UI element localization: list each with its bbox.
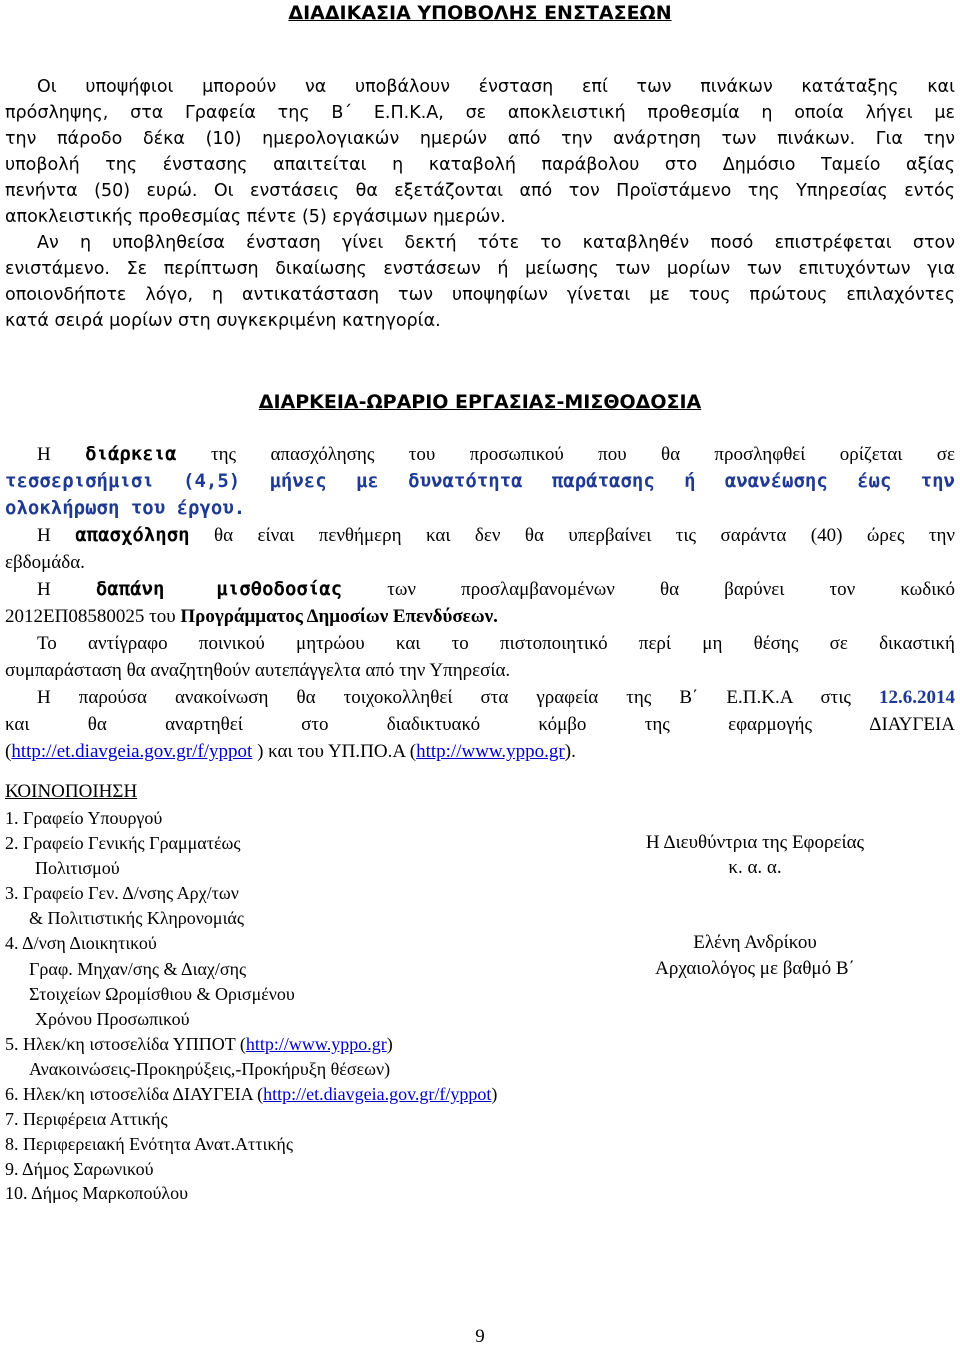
text-line: Η απασχόληση θα είναι πενθήμερη και δεν θα υπερβαίνει τις σαράντα (40) ώρες την xyxy=(37,524,955,546)
text-line: πενήντα (50) ευρώ. Οι ενστάσεις θα εξετάζονται από τον Προϊστάμενο της Υπηρεσίας εντός xyxy=(5,181,955,201)
text-line: Αν η υποβληθείσα ένσταση γίνει δεκτή τότε το καταβληθέν ποσό επιστρέφεται στον xyxy=(37,233,955,253)
distribution-item: Στοιχείων Ωρομίσθιου & Ορισμένου xyxy=(29,984,295,1004)
text-line: υποβολή της ένστασης απαιτείται η καταβολή παράβολου στο Δημόσιο Ταμείο αξίας xyxy=(5,155,955,175)
section-title-duration: ΔΙΑΡΚΕΙΑ-ΩΡΑΡΙΟ ΕΡΓΑΣΙΑΣ-ΜΙΣΘΟΔΟΣΙΑ xyxy=(258,391,702,413)
text-line: συμπαράσταση θα αναζητηθούν αυτεπάγγελτα από την Υπηρεσία. xyxy=(5,660,511,681)
distribution-item: 8. Περιφερειακή Ενότητα Ανατ.Αττικής xyxy=(5,1134,293,1154)
distribution-item: 7. Περιφέρεια Αττικής xyxy=(5,1109,168,1129)
distribution-item: Χρόνου Προσωπικού xyxy=(35,1009,190,1029)
text-line: Η παρούσα ανακοίνωση θα τοιχοκολληθεί στα γραφεία της Β΄ Ε.Π.Κ.Α στις 12.6.2014 xyxy=(37,687,955,708)
signature-role: Η Διευθύντρια της Εφορείας xyxy=(645,832,865,853)
distribution-item: & Πολιτιστικής Κληρονομιάς xyxy=(29,908,244,928)
signature-name: Ελένη Ανδρίκου xyxy=(693,932,817,953)
duration-paragraphs xyxy=(5,441,955,765)
signature-title: Αρχαιολόγος με βαθμό Β΄ xyxy=(655,958,855,979)
section-title-objections: ΔΙΑΔΙΚΑΣΙΑ ΥΠΟΒΟΛΗΣ ΕΝΣΤΑΣΕΩΝ xyxy=(288,2,672,24)
text-line: Το αντίγραφο ποινικού μητρώου και το πιστοποιητικό περί μη θέσης σε δικαστική xyxy=(37,633,955,654)
distribution-item: 4. Δ/νση Διοικητικού xyxy=(5,933,157,953)
distribution-item: 2. Γραφείο Γενικής Γραμματέως xyxy=(5,833,241,853)
publication-date: 12.6.2014 xyxy=(879,687,955,708)
text-line: κατά σειρά μορίων στη συγκεκριμένη κατηγορία. xyxy=(5,311,441,331)
text-line: εβδομάδα. xyxy=(5,552,85,573)
text-line: ενιστάμενο. Σε περίπτωση δικαίωσης ενστάσεων ή μείωσης των μορίων των επιτυχόντων για xyxy=(5,259,955,279)
distribution-item: 5. Ηλεκ/κη ιστοσελίδα ΥΠΠΟΤ (http://www.yppo.gr) xyxy=(5,1034,393,1054)
distribution-item: 3. Γραφείο Γεν. Δ/νσης Αρχ/των xyxy=(5,883,239,903)
signature-abbr: κ. α. α. xyxy=(728,857,782,878)
distribution-item: 10. Δήμος Μαρκοπούλου xyxy=(5,1183,189,1203)
text-line: Η δαπάνη μισθοδοσίας των προσλαμβανομένων θα βαρύνει τον κωδικό xyxy=(37,578,955,600)
page-number: 9 xyxy=(475,1326,485,1347)
yppo-link[interactable]: http://www.yppo.gr xyxy=(416,741,565,762)
yppo-link[interactable]: http://www.yppo.gr xyxy=(245,1034,387,1054)
text-line: οποιονδήποτε λόγο, η αντικατάσταση των υποψηφίων γίνεται με τους πρώτους επιλαχόντες xyxy=(5,285,955,305)
distribution-title: ΚΟΙΝΟΠΟΙΗΣΗ xyxy=(5,781,138,802)
distribution-item: 1. Γραφείο Υπουργού xyxy=(5,808,163,828)
diavgeia-link[interactable]: http://et.diavgeia.gov.gr/f/yppot xyxy=(11,741,253,762)
distribution-item: Γραφ. Μηχαν/σης & Διαχ/σης xyxy=(29,959,247,979)
text-line: Οι υποψήφιοι μπορούν να υποβάλουν ένσταση επί των πινάκων κατάταξης και xyxy=(37,77,955,97)
distribution-item: 9. Δήμος Σαρωνικού xyxy=(5,1159,154,1179)
text-line: 2012ΕΠ08580025 του Προγράμματος Δημοσίων Επενδύσεων. xyxy=(5,606,498,627)
text-line: πρόσληψης, στα Γραφεία της Β΄ Ε.Π.Κ.Α, σε αποκλειστική προθεσμία η οποία λήγει με xyxy=(5,103,955,123)
diavgeia-link[interactable]: http://et.diavgeia.gov.gr/f/yppot xyxy=(263,1084,492,1104)
distribution-item: 6. Ηλεκ/κη ιστοσελίδα ΔΙΑΥΓΕΙΑ (http://et.diavgeia.gov.gr/f/yppot) xyxy=(5,1084,498,1104)
distribution-item: Ανακοινώσεις-Προκηρύξεις,-Προκήρυξη θέσεων) xyxy=(29,1059,391,1079)
text-line: αποκλειστικής προθεσμίας πέντε (5) εργάσιμων ημερών. xyxy=(5,207,506,227)
text-line: τεσσερισήμισι (4,5) μήνες με δυνατότητα παράτασης ή ανανέωσης έως την xyxy=(5,470,955,492)
text-line: (http://et.diavgeia.gov.gr/f/yppot ) και του ΥΠ.ΠΟ.Α (http://www.yppo.gr). xyxy=(5,741,576,762)
text-line: Η διάρκεια της απασχόλησης του προσωπικού που θα προσληφθεί ορίζεται σε xyxy=(37,443,955,465)
text-line: και θα αναρτηθεί στο διαδικτυακό κόμβο της εφαρμογής ΔΙΑΥΓΕΙΑ xyxy=(5,714,955,735)
distribution-item: Πολιτισμού xyxy=(35,858,120,878)
objections-paragraph xyxy=(5,74,955,334)
text-line: ολοκλήρωση του έργου. xyxy=(5,497,246,519)
text-line: την πάροδο δέκα (10) ημερολογιακών ημερών από την ανάρτηση των πινάκων. Για την xyxy=(5,129,955,149)
